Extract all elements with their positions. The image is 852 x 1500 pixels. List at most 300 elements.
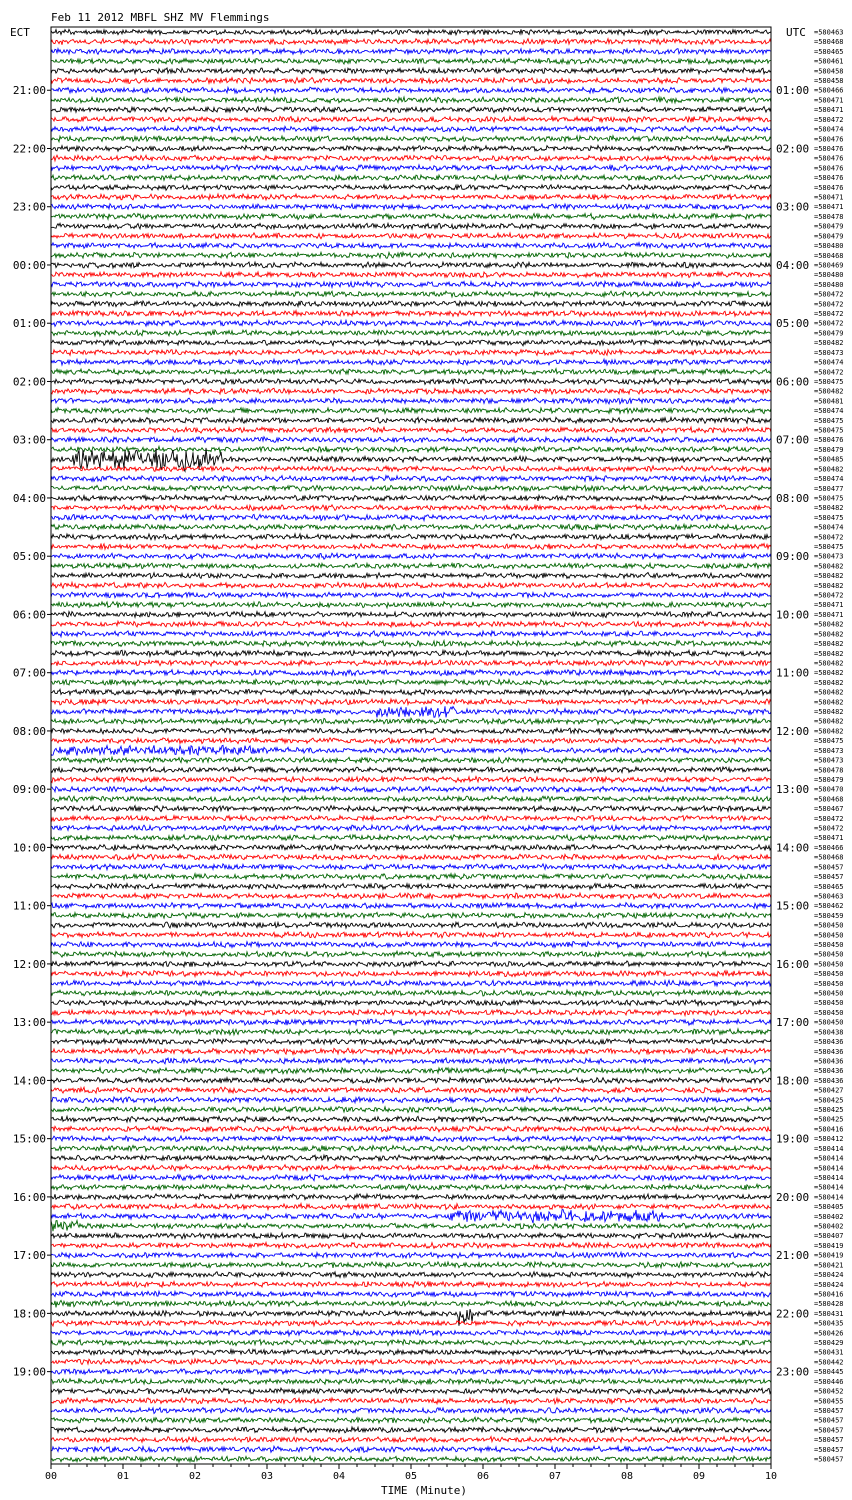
left-hour-label: 07:00 (12, 666, 46, 680)
trace-amplitude-label: =580414 (814, 1154, 844, 1163)
right-hour-label: 03:00 (776, 200, 810, 214)
trace-amplitude-label: =580474 (814, 475, 844, 484)
trace-line (51, 330, 771, 336)
trace-amplitude-label: =580479 (814, 232, 844, 241)
trace-line (51, 262, 771, 268)
trace-line (51, 68, 771, 74)
trace-line (51, 524, 771, 530)
trace-amplitude-label: =580468 (814, 38, 844, 47)
trace-amplitude-label: =580474 (814, 523, 844, 532)
trace-line (51, 29, 771, 35)
x-tick-label: 06 (476, 1471, 490, 1482)
trace-line (51, 223, 771, 229)
trace-line (51, 1184, 771, 1190)
trace-amplitude-label: =580457 (814, 873, 844, 882)
trace-amplitude-label: =580472 (814, 824, 844, 833)
x-tick-label: 02 (188, 1471, 202, 1482)
trace-group (51, 29, 771, 1462)
trace-amplitude-label: =580471 (814, 601, 844, 610)
trace-line (51, 1000, 771, 1006)
trace-amplitude-label: =580412 (814, 1135, 844, 1144)
right-hour-labels (776, 84, 809, 1378)
trace-line (51, 145, 771, 151)
left-hour-label: 18:00 (12, 1307, 46, 1321)
trace-line (51, 1116, 771, 1122)
trace-line (51, 1408, 771, 1414)
left-hour-label: 14:00 (12, 1074, 46, 1088)
trace-amplitude-label: =580463 (814, 892, 844, 901)
right-hour-label: 18:00 (776, 1074, 810, 1088)
right-hour-label: 16:00 (776, 957, 810, 971)
trace-line (51, 243, 771, 249)
trace-line (51, 1300, 771, 1307)
left-hour-label: 17:00 (12, 1249, 46, 1263)
trace-amplitude-label: =580476 (814, 135, 844, 144)
trace-amplitude-label: =580479 (814, 775, 844, 784)
trace-amplitude-label: =580463 (814, 28, 844, 37)
trace-line (51, 806, 771, 812)
trace-amplitude-label: =580457 (814, 1436, 844, 1445)
trace-amplitude-label: =580465 (814, 882, 844, 891)
right-hour-label: 02:00 (776, 142, 810, 156)
trace-line (51, 1427, 771, 1433)
left-hour-label: 08:00 (12, 724, 46, 738)
trace-line (51, 1233, 771, 1239)
right-hour-label: 12:00 (776, 724, 810, 738)
trace-line (51, 437, 771, 443)
trace-line (51, 301, 771, 307)
trace-amplitude-label: =580482 (814, 620, 844, 629)
trace-amplitude-label: =580472 (814, 290, 844, 299)
trace-line (51, 175, 771, 181)
right-hour-label: 17:00 (776, 1016, 810, 1030)
trace-amplitude-label: =580450 (814, 1008, 844, 1017)
trace-amplitude-label: =580472 (814, 814, 844, 823)
trace-amplitude-label: =580419 (814, 1251, 844, 1260)
right-hour-label: 20:00 (776, 1190, 810, 1204)
left-hour-label: 03:00 (12, 433, 46, 447)
trace-amplitude-label: =580414 (814, 1193, 844, 1202)
trace-line (51, 612, 771, 618)
left-hour-label: 16:00 (12, 1190, 46, 1204)
trace-line (51, 476, 771, 482)
left-hour-label: 13:00 (12, 1016, 46, 1030)
trace-amplitude-label: =580485 (814, 455, 844, 464)
left-hour-label: 01:00 (12, 317, 46, 331)
trace-line (51, 1019, 771, 1025)
x-tick-label: 00 (44, 1471, 58, 1482)
trace-amplitude-label: =580457 (814, 1455, 844, 1464)
trace-line (51, 1320, 771, 1326)
trace-line (51, 1077, 771, 1083)
trace-line (51, 1165, 771, 1171)
trace-amplitude-label: =580476 (814, 154, 844, 163)
trace-line (51, 388, 771, 394)
trace-amplitude-label: =580482 (814, 640, 844, 649)
trace-line (51, 1388, 771, 1394)
trace-line (51, 767, 771, 773)
trace-line (51, 1252, 771, 1258)
trace-line (51, 1330, 771, 1336)
trace-amplitude-label: =580475 (814, 494, 844, 503)
trace-line (51, 1145, 771, 1151)
trace-line (51, 650, 771, 656)
trace-line (51, 58, 771, 64)
trace-line (51, 864, 771, 870)
trace-amplitude-label: =580425 (814, 1115, 844, 1124)
right-hour-label: 07:00 (776, 433, 810, 447)
trace-amplitude-label: =580482 (814, 504, 844, 513)
trace-amplitude-label: =580435 (814, 1319, 844, 1328)
trace-amplitude-label: =580445 (814, 1368, 844, 1377)
trace-amplitude-label: =580482 (814, 727, 844, 736)
trace-amplitude-label: =580462 (814, 902, 844, 911)
trace-amplitude-label: =580478 (814, 766, 844, 775)
trace-line (51, 165, 771, 171)
x-axis-label: TIME (Minute) (380, 1484, 468, 1497)
trace-line (51, 1340, 771, 1346)
trace-amplitude-label: =580421 (814, 1261, 844, 1270)
trace-line (51, 728, 771, 734)
trace-amplitude-label: =580475 (814, 737, 844, 746)
trace-line (51, 1097, 771, 1103)
trace-amplitude-label: =580471 (814, 610, 844, 619)
trace-amplitude-label: =580473 (814, 746, 844, 755)
trace-line (51, 602, 771, 608)
trace-line (51, 1039, 771, 1045)
trace-line (51, 961, 771, 967)
trace-amplitude-label: =580472 (814, 310, 844, 319)
right-hour-label: 14:00 (776, 841, 810, 855)
trace-amplitude-label: =580452 (814, 1387, 844, 1396)
trace-amplitude-label: =580450 (814, 979, 844, 988)
trace-amplitude-label: =580436 (814, 1057, 844, 1066)
trace-amplitude-label: =580436 (814, 1047, 844, 1056)
left-hour-label: 09:00 (12, 783, 46, 797)
trace-line (51, 126, 771, 132)
trace-amplitude-label: =580450 (814, 999, 844, 1008)
trace-line (51, 835, 771, 841)
trace-amplitude-label: =580424 (814, 1280, 844, 1289)
trace-line (51, 1281, 771, 1287)
trace-line (51, 1204, 771, 1210)
trace-line (51, 796, 771, 802)
trace-amplitude-label: =580470 (814, 785, 844, 794)
left-hour-label: 21:00 (12, 84, 46, 98)
trace-line (51, 39, 771, 45)
trace-amplitude-label: =580407 (814, 1232, 844, 1241)
trace-line (51, 1209, 771, 1223)
trace-amplitude-label: =580414 (814, 1183, 844, 1192)
trace-line (51, 738, 771, 744)
trace-amplitude-label: =580455 (814, 1397, 844, 1406)
trace-amplitude-label: =580424 (814, 1271, 844, 1280)
trace-line (51, 350, 771, 356)
x-tick-label: 04 (332, 1471, 346, 1482)
trace-line (51, 340, 771, 346)
trace-amplitude-label: =580482 (814, 688, 844, 697)
trace-amplitude-label: =580482 (814, 465, 844, 474)
trace-amplitude-label: =580482 (814, 339, 844, 348)
trace-line (51, 281, 771, 287)
trace-amplitude-label: =580419 (814, 1241, 844, 1250)
trace-amplitude-label: =580436 (814, 1076, 844, 1085)
trace-line (51, 1126, 771, 1132)
right-hour-label: 05:00 (776, 317, 810, 331)
trace-line (51, 893, 771, 899)
trace-line (51, 1136, 771, 1142)
trace-amplitude-label: =580472 (814, 368, 844, 377)
trace-amplitude-label: =580457 (814, 1406, 844, 1415)
trace-amplitude-label: =580476 (814, 183, 844, 192)
trace-line (51, 427, 771, 433)
trace-amplitude-label: =580468 (814, 251, 844, 260)
trace-line (51, 689, 771, 695)
plot-frame (51, 27, 771, 1464)
trace-amplitude-label: =580476 (814, 164, 844, 173)
trace-line (51, 592, 771, 598)
right-hour-label: 19:00 (776, 1132, 810, 1146)
left-hour-labels (13, 84, 51, 1378)
trace-amplitude-label: =580416 (814, 1125, 844, 1134)
trace-amplitude-label: =580482 (814, 387, 844, 396)
trace-line (51, 1446, 771, 1452)
trace-amplitude-label: =580450 (814, 941, 844, 950)
right-hour-label: 06:00 (776, 375, 810, 389)
trace-amplitude-label: =580476 (814, 436, 844, 445)
left-hour-label: 06:00 (12, 608, 46, 622)
trace-line (51, 573, 771, 579)
trace-amplitude-label: =580438 (814, 1028, 844, 1037)
trace-amplitude-label: =580457 (814, 1445, 844, 1454)
trace-amplitude-label: =580474 (814, 358, 844, 367)
trace-amplitude-label: =580482 (814, 562, 844, 571)
trace-line (51, 1262, 771, 1268)
trace-amplitude-label: =580450 (814, 1018, 844, 1027)
left-hour-label: 12:00 (12, 957, 46, 971)
left-hour-label: 15:00 (12, 1132, 46, 1146)
x-tick-group (45, 1464, 777, 1482)
trace-line (51, 485, 771, 491)
trace-line (51, 1242, 771, 1248)
trace-line (51, 155, 771, 161)
trace-amplitude-label: =580480 (814, 242, 844, 251)
trace-line (51, 1369, 771, 1375)
trace-amplitude-label: =580482 (814, 572, 844, 581)
trace-line (51, 446, 771, 452)
trace-amplitude-label: =580465 (814, 47, 844, 56)
trace-line (51, 213, 771, 219)
trace-amplitude-label: =580459 (814, 911, 844, 920)
x-tick-label: 10 (764, 1471, 778, 1482)
trace-line (51, 941, 771, 947)
trace-line (51, 311, 771, 317)
trace-line (51, 204, 771, 210)
left-hour-label: 23:00 (12, 200, 46, 214)
trace-line (51, 670, 771, 676)
trace-line (51, 379, 771, 385)
trace-amplitude-label: =580472 (814, 533, 844, 542)
trace-line (51, 1009, 771, 1015)
x-tick-label: 09 (692, 1471, 706, 1482)
trace-amplitude-label: =580442 (814, 1358, 844, 1367)
trace-line (51, 631, 771, 637)
trace-line (51, 706, 771, 717)
trace-line (51, 1107, 771, 1113)
trace-line (51, 1359, 771, 1365)
right-hour-label: 15:00 (776, 899, 810, 913)
trace-amplitude-label: =580402 (814, 1212, 844, 1221)
trace-line (51, 359, 771, 365)
trace-amplitude-label: =580466 (814, 86, 844, 95)
trace-amplitude-label: =580482 (814, 581, 844, 590)
trace-line (51, 563, 771, 569)
trace-line (51, 1068, 771, 1074)
trace-amplitude-label: =580425 (814, 1096, 844, 1105)
x-tick-label: 08 (620, 1471, 634, 1482)
trace-line (51, 951, 771, 957)
trace-line (51, 679, 771, 685)
trace-line (51, 641, 771, 647)
trace-amplitude-label: =580482 (814, 649, 844, 658)
trace-line (51, 543, 771, 549)
trace-amplitude-label: =580480 (814, 271, 844, 280)
trace-line (51, 854, 771, 860)
trace-amplitude-label: =580428 (814, 1300, 844, 1309)
trace-amplitude-label: =580475 (814, 426, 844, 435)
trace-line (51, 660, 771, 666)
trace-line (51, 87, 771, 93)
trace-amplitude-label: =580482 (814, 630, 844, 639)
left-hour-label: 10:00 (12, 841, 46, 855)
trace-amplitude-label: =580458 (814, 77, 844, 86)
trace-amplitude-label: =580467 (814, 805, 844, 814)
trace-amplitude-label: =580482 (814, 708, 844, 717)
trace-amplitude-label: =580416 (814, 1290, 844, 1299)
trace-amplitude-label: =580482 (814, 659, 844, 668)
trace-line (51, 932, 771, 938)
trace-line (51, 1272, 771, 1278)
right-hour-label: 23:00 (776, 1365, 810, 1379)
trace-amplitude-label: =580482 (814, 678, 844, 687)
trace-line (51, 272, 771, 278)
trace-line (51, 980, 771, 986)
trace-amplitude-label: =580436 (814, 1067, 844, 1076)
trace-amplitude-label: =580461 (814, 57, 844, 66)
trace-amplitude-label: =580475 (814, 377, 844, 386)
trace-amplitude-label: =580482 (814, 698, 844, 707)
trace-amplitude-label: =580450 (814, 950, 844, 959)
trace-amplitude-label: =580471 (814, 106, 844, 115)
right-hour-label: 11:00 (776, 666, 810, 680)
trace-line (51, 757, 771, 763)
trace-line (51, 1048, 771, 1054)
trace-amplitude-label: =580472 (814, 591, 844, 600)
right-axis-label: UTC (786, 26, 806, 39)
trace-line (51, 1087, 771, 1093)
trace-line (51, 874, 771, 880)
trace-amplitude-label: =580475 (814, 416, 844, 425)
trace-line (51, 1194, 771, 1200)
trace-amplitude-label: =580480 (814, 280, 844, 289)
trace-amplitude-label: =580414 (814, 1144, 844, 1153)
trace-amplitude-label: =580481 (814, 397, 844, 406)
trace-line (51, 845, 771, 851)
trace-amplitude-label: =580474 (814, 407, 844, 416)
trace-amplitude-label: =580450 (814, 989, 844, 998)
trace-line (51, 78, 771, 84)
trace-line (51, 1456, 771, 1462)
trace-line (51, 1029, 771, 1035)
trace-line (51, 903, 771, 909)
trace-amplitude-label: =580450 (814, 960, 844, 969)
trace-amplitude-label: =580472 (814, 300, 844, 309)
trace-line (51, 745, 771, 755)
trace-amplitude-label: =580457 (814, 1416, 844, 1425)
trace-line (51, 1155, 771, 1161)
left-hour-label: 00:00 (12, 258, 46, 272)
trace-amplitude-label: =580476 (814, 174, 844, 183)
trace-line (51, 48, 771, 54)
trace-line (51, 136, 771, 142)
chart-title: Feb 11 2012 MBFL SHZ MV Flemmings (51, 11, 270, 24)
trace-amplitude-label: =580414 (814, 1164, 844, 1173)
trace-line (51, 621, 771, 627)
trace-amplitude-label: =580472 (814, 319, 844, 328)
trace-amplitude-label: =580473 (814, 552, 844, 561)
trace-amplitude-label: =580457 (814, 1426, 844, 1435)
trace-amplitude-label: =580475 (814, 513, 844, 522)
trace-amplitude-label: =580436 (814, 1038, 844, 1047)
right-hour-label: 04:00 (776, 258, 810, 272)
right-hour-label: 21:00 (776, 1249, 810, 1263)
trace-amplitude-label: =580482 (814, 717, 844, 726)
left-hour-label: 02:00 (12, 375, 46, 389)
trace-line (51, 1437, 771, 1443)
right-hour-label: 10:00 (776, 608, 810, 622)
trace-amplitude-label: =580429 (814, 1339, 844, 1348)
trace-line (51, 1221, 771, 1232)
trace-amplitude-label: =580474 (814, 125, 844, 134)
trace-line (51, 417, 771, 423)
trace-line (51, 990, 771, 996)
trace-line (51, 369, 771, 375)
trace-amplitude-label: =580482 (814, 669, 844, 678)
trace-line (51, 1349, 771, 1355)
trace-line (51, 582, 771, 588)
trace-amplitude-label: =580405 (814, 1203, 844, 1212)
trace-line (51, 252, 771, 258)
trace-amplitude-label: =580446 (814, 1377, 844, 1386)
trace-amplitude-label: =580471 (814, 193, 844, 202)
trace-line (51, 534, 771, 540)
trace-line (51, 776, 771, 782)
trace-amplitude-label: =580450 (814, 931, 844, 940)
trace-line (51, 107, 771, 113)
trace-line (51, 922, 771, 928)
trace-line (51, 971, 771, 977)
left-hour-label: 05:00 (12, 550, 46, 564)
x-tick-label: 03 (260, 1471, 274, 1482)
trace-line (51, 291, 771, 297)
trace-line (51, 184, 771, 190)
right-hour-label: 22:00 (776, 1307, 810, 1321)
trace-line (51, 1398, 771, 1404)
trace-line (51, 466, 771, 472)
right-hour-label: 13:00 (776, 783, 810, 797)
trace-amplitude-label: =580431 (814, 1309, 844, 1318)
trace-line (51, 116, 771, 122)
